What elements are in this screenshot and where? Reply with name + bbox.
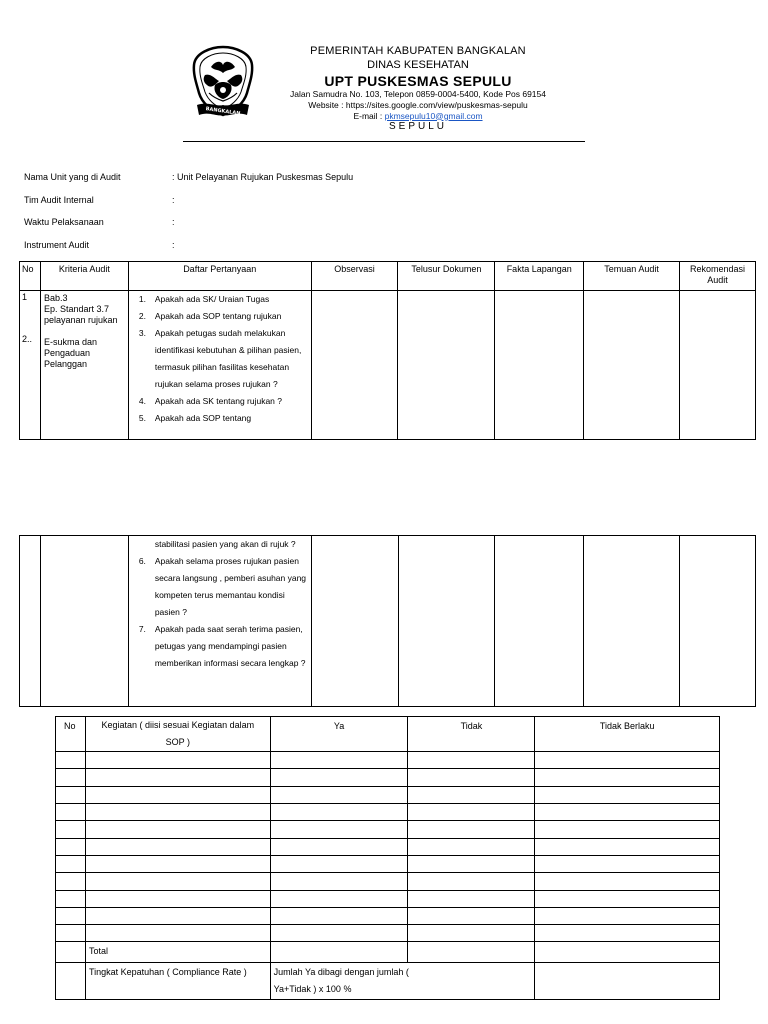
- table-row: [56, 838, 720, 855]
- bangkalan-emblem-icon: [189, 45, 257, 119]
- list-item: 2. Apakah ada SOP tentang rujukan: [138, 311, 282, 321]
- column-header: Temuan Audit: [584, 262, 680, 291]
- total-tidak[interactable]: [408, 942, 535, 962]
- column-header: Fakta Lapangan: [495, 262, 584, 291]
- email-link[interactable]: pkmsepulu10@gmail.com: [384, 110, 483, 121]
- table-row: [56, 890, 720, 907]
- list-item: 7. Apakah pada saat serah terima pasien, petugas yang mendampingi pasien memberikan informasi secara lengkap ?: [138, 624, 306, 668]
- list-item: 3. Apakah petugas sudah melakukan identifikasi kebutuhan & pilihan pasien, termasuk pilihan fasilitas kesehatan rujukan selama proses rujukan ?: [138, 328, 302, 389]
- institution-name: UPT PUSKESMAS SEPULU: [324, 72, 512, 89]
- document-trace-cell[interactable]: [398, 291, 495, 440]
- total-tidak-berlaku[interactable]: [535, 942, 720, 962]
- letterhead: [0, 0, 768, 150]
- questions-cell: [128, 536, 311, 707]
- column-header: Rekomendasi Audit: [679, 262, 755, 291]
- criteria-cell: [40, 291, 128, 440]
- compliance-rate-label: Tingkat Kepatuhan ( Compliance Rate ): [85, 962, 270, 999]
- list-item: stabilitasi pasien yang akan di rujuk ?: [154, 539, 296, 549]
- header-divider: [183, 141, 585, 142]
- table-row: [56, 855, 720, 872]
- finding-cell[interactable]: [584, 536, 680, 707]
- table-row: [20, 536, 756, 707]
- audit-info: [24, 172, 624, 262]
- total-ya[interactable]: [270, 942, 408, 962]
- info-label: Tim Audit Internal: [24, 194, 94, 205]
- document-trace-cell[interactable]: [398, 536, 495, 707]
- info-value: : Unit Pelayanan Rujukan Puskesmas Sepulu: [172, 172, 354, 182]
- department-name: DINAS KESEHATAN: [367, 58, 469, 71]
- city-name: SEPULU: [388, 121, 447, 133]
- table-row: [56, 821, 720, 838]
- list-item: 1. Apakah ada SK/ Uraian Tugas: [138, 294, 270, 304]
- question-list: [138, 536, 308, 672]
- info-row: [24, 195, 624, 218]
- list-item: 5. Apakah ada SOP tentang: [138, 413, 252, 423]
- total-row: [56, 942, 720, 962]
- info-value: :: [172, 217, 175, 227]
- table-row: [56, 752, 720, 769]
- table-row: [20, 291, 756, 440]
- row-number-cell: [20, 536, 41, 707]
- criteria-text: E-sukma dan Pengaduan Pelanggan: [43, 337, 98, 369]
- column-header: Observasi: [311, 262, 398, 291]
- audit-table: [19, 261, 756, 440]
- government-name: PEMERINTAH KABUPATEN BANGKALAN: [310, 45, 526, 57]
- total-label: Total: [85, 942, 270, 962]
- info-value: :: [172, 194, 175, 205]
- criteria-cell: [40, 536, 128, 707]
- observation-cell[interactable]: [311, 536, 398, 707]
- website: Website : https://sites.google.com/view/puskesmas-sepulu: [308, 99, 528, 110]
- email-label: E-mail :: [353, 110, 385, 121]
- info-label: Nama Unit yang di Audit: [24, 172, 121, 182]
- questions-cell: [128, 291, 311, 440]
- table-row: [56, 907, 720, 924]
- row-number-cell: [20, 291, 41, 440]
- question-list: [138, 291, 308, 427]
- address: Jalan Samudra No. 103, Telepon 0859-0004-5400, Kode Pos 69154: [290, 89, 546, 100]
- table-row: [56, 786, 720, 803]
- field-fact-cell[interactable]: [495, 536, 584, 707]
- info-value: :: [172, 239, 175, 250]
- letterhead-text: [260, 45, 576, 134]
- table-row: [56, 804, 720, 821]
- table-row: [56, 769, 720, 786]
- column-header: Ya: [270, 717, 408, 752]
- table-header-row: [56, 717, 720, 752]
- info-row: [24, 240, 624, 263]
- column-header: No: [56, 717, 86, 752]
- column-header: Kegiatan ( diisi sesuai Kegiatan dalam SOP ): [85, 717, 270, 752]
- column-header: No: [20, 262, 41, 291]
- compliance-rate-row: [56, 962, 720, 999]
- list-item: 6. Apakah selama proses rujukan pasien secara langsung , pemberi asuhan yang kompeten terus memantau kondisi pasien ?: [138, 556, 307, 617]
- recommendation-cell[interactable]: [680, 536, 756, 707]
- info-row: [24, 172, 624, 195]
- info-label: Waktu Pelaksanaan: [24, 217, 104, 227]
- svg-text:BANGKALAN: BANGKALAN: [205, 106, 241, 117]
- row-number: 1: [22, 292, 28, 302]
- table-row: [56, 873, 720, 890]
- compliance-rate-formula: Jumlah Ya dibagi dengan jumlah ( Ya+Tidak ) x 100 %: [270, 962, 535, 999]
- finding-cell[interactable]: [584, 291, 680, 440]
- audit-table-continued: [19, 535, 756, 707]
- info-row: [24, 217, 624, 240]
- column-header: Daftar Pertanyaan: [128, 262, 311, 291]
- row-number: 2..: [22, 334, 33, 344]
- criteria-text: Ep. Standart 3.7 pelayanan rujukan: [43, 303, 118, 325]
- field-fact-cell[interactable]: [495, 291, 584, 440]
- compliance-table: [55, 716, 720, 1000]
- column-header: Tidak: [408, 717, 535, 752]
- table-row: [56, 925, 720, 942]
- info-label: Instrument Audit: [24, 239, 90, 250]
- column-header: Kriteria Audit: [40, 262, 128, 291]
- table-header-row: [20, 262, 756, 291]
- observation-cell[interactable]: [311, 291, 398, 440]
- list-item: 4. Apakah ada SK tentang rujukan ?: [138, 396, 282, 406]
- column-header: Tidak Berlaku: [535, 717, 720, 752]
- criteria-text: Bab.3: [43, 293, 68, 303]
- column-header: Telusur Dokumen: [398, 262, 495, 291]
- recommendation-cell[interactable]: [679, 291, 755, 440]
- compliance-rate-value[interactable]: [535, 962, 720, 999]
- email-line: [260, 111, 576, 122]
